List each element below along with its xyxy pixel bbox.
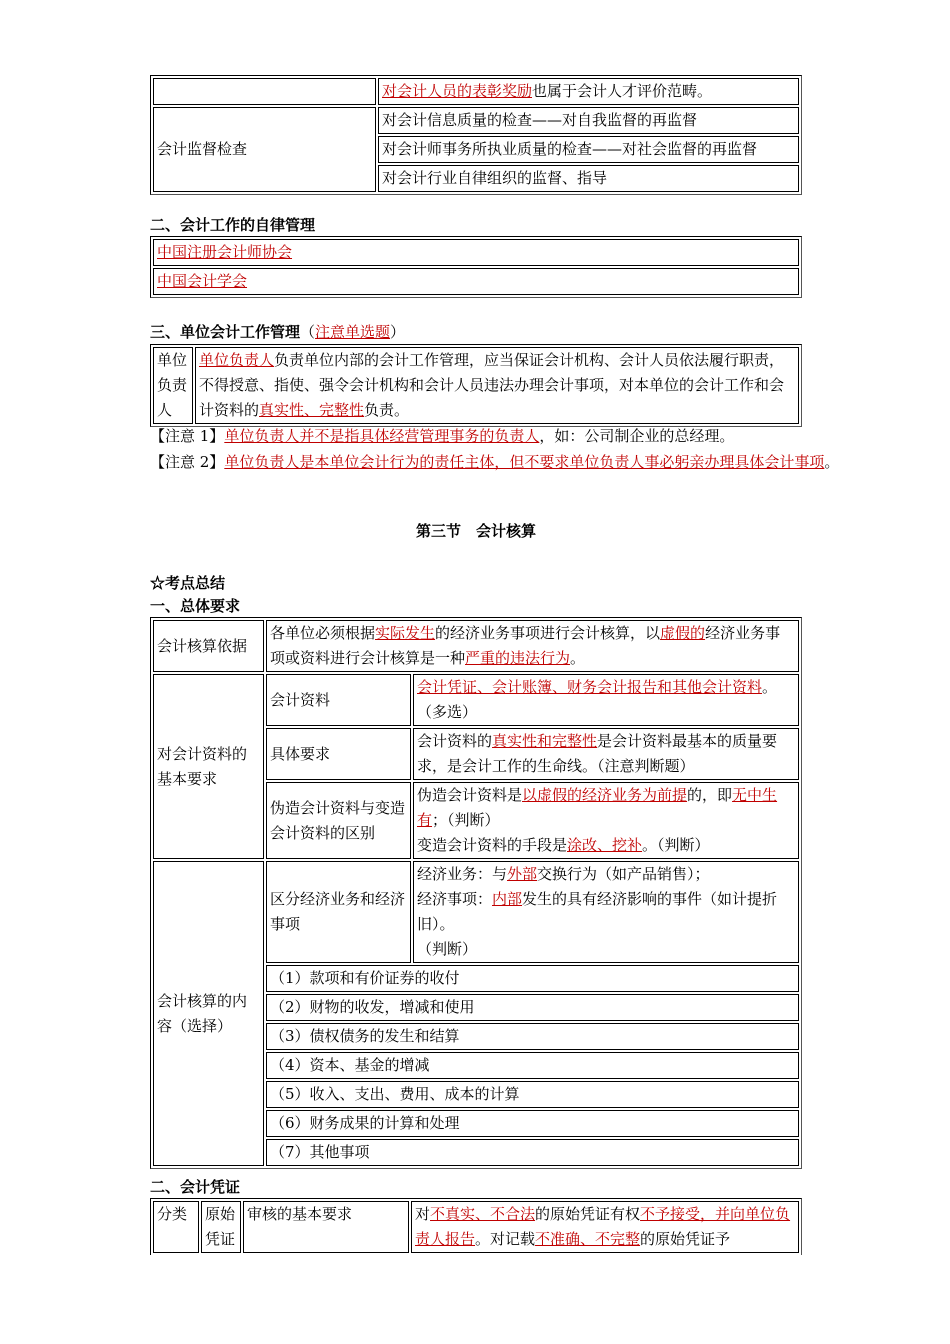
list-item: 中国注册会计师协会 (153, 239, 799, 266)
materials-label: 会计资料 (266, 674, 411, 726)
table-row: 对会计行业自律组织的监督、指导 (378, 165, 799, 192)
forgery-label: 伪造会计资料与变造会计资料的区别 (266, 782, 411, 859)
note-1: 【注意 1】单位负责人并不是指具体经营管理事务的负责人，如：公司制企业的总经理。 (150, 427, 735, 445)
general-requirements-table (150, 617, 802, 1169)
list-item: （1）款项和有价证券的收付 (266, 965, 799, 992)
voucher-table (150, 1198, 802, 1255)
table-row: 对会计人员的表彰奖励也属于会计人才评价范畴。 (378, 78, 799, 105)
self-regulation-table (150, 236, 802, 298)
list-item: （4）资本、基金的增减 (266, 1052, 799, 1079)
section-heading: 二、会计工作的自律管理 (150, 216, 316, 234)
blank-cell (153, 78, 376, 105)
section-heading: 二、会计凭证 (150, 1178, 241, 1196)
table-row: 对会计师事务所执业质量的检查——对社会监督的再监督 (378, 136, 799, 163)
specific-text: 会计资料的真实性和完整性是会计资料最基本的质量要求，是会计工作的生命线。（注意判断题） (413, 728, 799, 780)
distinguish-text: 经济业务：与外部交换行为（如产品销售）； 经济事项：内部发生的具有经济影响的事件（如计提折旧）。 （判断） (413, 861, 799, 963)
basis-text: 各单位必须根据实际发生的经济业务事项进行会计核算，以虚假的经济业务事项或资料进行会计核算是一种严重的违法行为。 (266, 620, 799, 672)
original-voucher-cell: 原始凭证 (201, 1201, 241, 1253)
audit-requirement-cell: 审核的基本要求 (243, 1201, 409, 1253)
list-item: （3）债权债务的发生和结算 (266, 1023, 799, 1050)
supervision-label: 会计监督检查 (153, 107, 376, 192)
list-item: 中国会计学会 (153, 268, 799, 295)
chapter-title: 第三节 会计核算 (415, 522, 536, 540)
summary-heading: ☆考点总结 (150, 574, 226, 592)
list-item: （6）财务成果的计算和处理 (266, 1110, 799, 1137)
note-2: 【注意 2】单位负责人是本单位会计行为的责任主体，但不要求单位负责人事必躬亲办理具体会计事项。 (150, 453, 840, 471)
audit-text: 对不真实、不合法的原始凭证有权不予接受，并向单位负责人报告。对记载不准确、不完整的原始凭证予 (411, 1201, 799, 1253)
list-item: （7）其他事项 (266, 1139, 799, 1166)
forgery-text: 伪造会计资料是以虚假的经济业务为前提的，即无中生有；（判断） 变造会计资料的手段是涂改、挖补。（判断） (413, 782, 799, 859)
table-row: 对会计信息质量的检查——对自我监督的再监督 (378, 107, 799, 134)
requirements-label: 对会计资料的基本要求 (153, 674, 264, 859)
supervision-table (150, 75, 802, 195)
unit-head-table (150, 344, 802, 427)
section-heading: 三、单位会计工作管理（注意单选题） (150, 323, 406, 341)
list-item: （5）收入、支出、费用、成本的计算 (266, 1081, 799, 1108)
distinguish-label: 区分经济业务和经济事项 (266, 861, 411, 963)
section-heading: 一、总体要求 (150, 597, 241, 615)
materials-text: 会计凭证、会计账簿、财务会计报告和其他会计资料。（多选） (413, 674, 799, 726)
basis-label: 会计核算依据 (153, 620, 264, 672)
unit-head-desc: 单位负责人负责单位内部的会计工作管理，应当保证会计机构、会计人员依法履行职责，不得授意、指使、强令会计机构和会计人员违法办理会计事项，对本单位的会计工作和会计资料的真实性、完整性负责。 (195, 347, 799, 424)
content-label: 会计核算的内容（选择） (153, 861, 264, 1166)
category-cell: 分类 (153, 1201, 199, 1253)
list-item: （2）财物的收发，增减和使用 (266, 994, 799, 1021)
unit-head-label: 单位负责人 (153, 347, 193, 424)
specific-label: 具体要求 (266, 728, 411, 780)
